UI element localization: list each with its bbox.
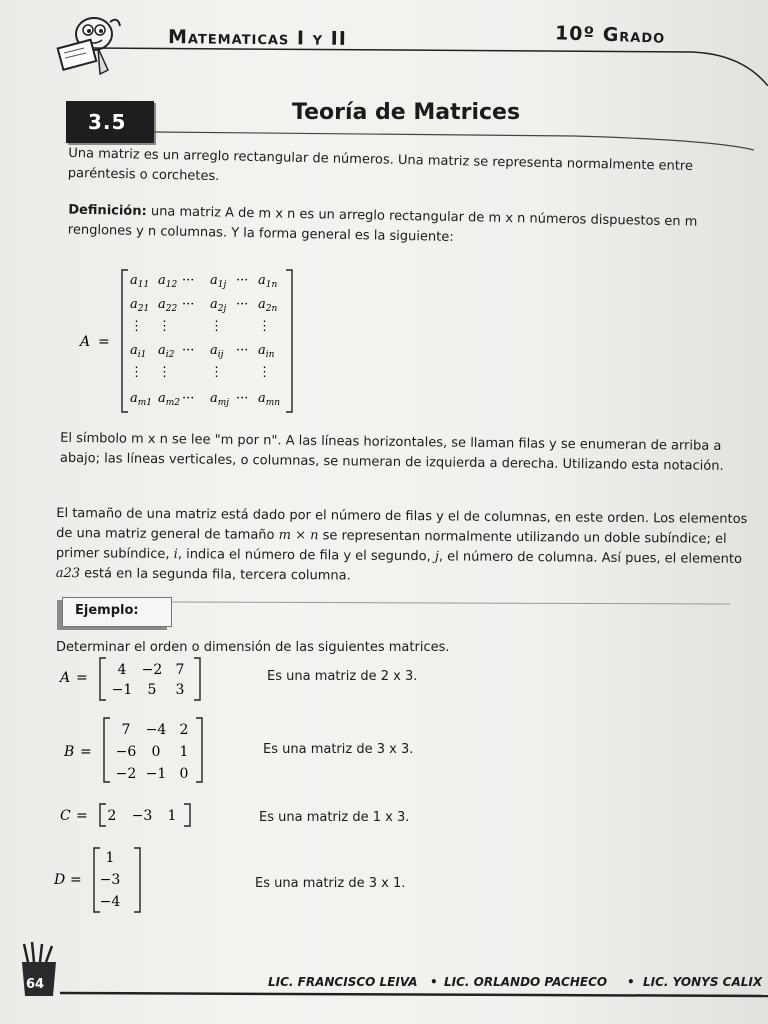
matrix-cell: 1 xyxy=(167,808,177,824)
general-matrix-cell: ⋮ xyxy=(158,319,171,334)
matrix-cell: 1 xyxy=(105,850,115,866)
general-matrix-cell: $a_{11}$ xyxy=(130,273,150,290)
size-text-2: se representan normalmente utilizando un doble subíndice; el primer subíndice, xyxy=(55,528,727,562)
matrix-left-bracket xyxy=(104,718,110,782)
matrix-cell: −1 xyxy=(111,682,133,698)
matrix-cell: 0 xyxy=(179,766,189,782)
general-matrix-cell: $a_{2n}$ xyxy=(258,297,278,314)
size-mxn: m × n xyxy=(278,527,319,544)
size-paragraph xyxy=(56,504,753,590)
footer-author-2: LIC. ORLANDO PACHECO xyxy=(444,975,608,989)
size-i: i xyxy=(173,546,178,563)
general-matrix-cell: ⋮ xyxy=(130,319,143,334)
size-element: a23 xyxy=(55,565,81,582)
matrix-cell: −3 xyxy=(131,808,153,824)
general-matrix-cell: ··· xyxy=(236,297,249,312)
size-text-5: está en la segunda fila, tercera columna. xyxy=(79,566,351,584)
size-j: j xyxy=(434,549,440,565)
general-matrix-equals: = xyxy=(98,334,110,350)
matrix-equals: = xyxy=(80,744,92,760)
general-matrix-cell: ··· xyxy=(182,297,195,312)
matrix-left-bracket xyxy=(100,804,106,826)
general-matrix-cell: $a_{i2}$ xyxy=(158,343,175,360)
general-matrix-cell: $a_{m2}$ xyxy=(158,391,181,408)
matrix-left-bracket xyxy=(100,658,106,700)
general-matrix-cell: $a_{2j}$ xyxy=(210,297,227,314)
intro-paragraph: Una matriz es un arreglo rectangular de números. Una matriz se representa normalmente entre paréntesis o corchetes. xyxy=(67,145,694,185)
matrix-cell: −2 xyxy=(141,662,163,678)
symbol-paragraph: El símbolo m x n se lee "m por n". A las líneas horizontales, se llaman filas y se enumeran de arriba a abajo; las líneas verticales, o columnas, se numeran de izquierda a derecha. Utilizando esta notación. xyxy=(59,430,724,474)
general-matrix-cell: ··· xyxy=(182,391,195,406)
matrix-equals: = xyxy=(70,872,82,888)
general-matrix-cell: $a_{1j}$ xyxy=(210,273,227,290)
general-matrix-cell: $a_{22}$ xyxy=(158,297,178,314)
matrix-cell: −1 xyxy=(145,766,167,782)
matrix-cell: 4 xyxy=(117,662,127,678)
example-matrix-b-description: Es una matriz de 3 x 3. xyxy=(263,742,414,757)
size-text-1: El tamaño de una matriz está dado por el número de filas y el de columnas, en este orden. Los elementos de una matriz general de tamaño xyxy=(56,505,748,543)
matrix-cell: 0 xyxy=(151,744,161,760)
size-text-3: , indica el número de fila y el segundo, xyxy=(177,547,435,565)
footer-rule xyxy=(60,990,768,1000)
general-matrix-cell: $a_{m1}$ xyxy=(130,391,153,408)
header-rule xyxy=(92,46,768,86)
example-matrix-c xyxy=(56,802,216,828)
matrix-cell: 1 xyxy=(179,744,189,760)
header-title: Matematicas I y II xyxy=(167,26,347,50)
definition-label: Definición: xyxy=(68,202,147,220)
size-text-4: , el número de columna. Así pues, el elemento xyxy=(438,549,743,567)
matrix-cell: 7 xyxy=(121,722,131,738)
general-matrix-cell: $a_{in}$ xyxy=(258,343,275,360)
general-matrix-left-bracket xyxy=(122,270,128,412)
example-matrix-a xyxy=(56,656,216,702)
matrix-right-bracket xyxy=(194,658,200,700)
example-prompt: Determinar el orden o dimensión de las siguientes matrices. xyxy=(56,640,450,655)
section-number: 3.5 xyxy=(88,110,127,134)
footer-separator-1: • xyxy=(430,975,438,989)
general-matrix-cell: $a_{1n}$ xyxy=(258,273,278,290)
page-number: 64 xyxy=(26,977,45,992)
general-matrix-cell: $a_{21}$ xyxy=(130,297,150,314)
matrix-equals: = xyxy=(76,808,88,824)
matrix-name: B xyxy=(64,744,75,760)
general-matrix xyxy=(78,262,308,422)
general-matrix-cell: ··· xyxy=(182,273,195,288)
example-matrix-d xyxy=(50,846,160,914)
matrix-name: D xyxy=(54,872,66,888)
general-matrix-cell: ⋮ xyxy=(258,319,271,334)
example-label: Ejemplo: xyxy=(75,603,139,618)
general-matrix-cell: $a_{mj}$ xyxy=(210,391,230,408)
general-matrix-cell: ⋮ xyxy=(158,365,171,380)
matrix-cell: −6 xyxy=(115,744,137,760)
matrix-name: C xyxy=(60,808,71,824)
general-matrix-cell: $a_{i1}$ xyxy=(130,343,147,360)
matrix-cell: −3 xyxy=(99,872,121,888)
matrix-cell: 2 xyxy=(107,808,117,824)
general-matrix-cell: ⋮ xyxy=(258,365,271,380)
general-matrix-cell: ··· xyxy=(236,343,249,358)
matrix-equals: = xyxy=(76,670,88,686)
general-matrix-cell: ··· xyxy=(236,391,249,406)
matrix-cell: −2 xyxy=(115,766,137,782)
general-matrix-cell: ··· xyxy=(182,343,195,358)
matrix-cell: 2 xyxy=(179,722,189,738)
general-matrix-cell: ⋮ xyxy=(210,319,223,334)
matrix-cell: −4 xyxy=(99,894,121,910)
general-matrix-cell: ⋮ xyxy=(210,365,223,380)
footer-separator-2: • xyxy=(627,975,635,989)
general-matrix-cell: $a_{ij}$ xyxy=(210,343,224,360)
footer-author-1: LIC. FRANCISCO LEIVA xyxy=(268,975,418,989)
section-title: Teoría de Matrices xyxy=(292,100,521,125)
matrix-cell: 7 xyxy=(175,662,185,678)
definition-text: una matriz A de m x n es un arreglo rectangular de m x n números dispuestos en m renglones y n columnas. Y la forma general es la siguiente: xyxy=(67,204,698,245)
matrix-right-bracket xyxy=(196,718,202,782)
matrix-name: A xyxy=(60,670,71,686)
example-matrix-a-description: Es una matriz de 2 x 3. xyxy=(267,669,418,684)
general-matrix-cell: $a_{mn}$ xyxy=(258,391,281,408)
matrix-cell: 3 xyxy=(175,682,185,698)
example-matrix-c-description: Es una matriz de 1 x 3. xyxy=(259,810,410,825)
header-grade: 10º Grado xyxy=(554,22,666,48)
general-matrix-cell: $a_{12}$ xyxy=(158,273,178,290)
matrix-cell: 5 xyxy=(147,682,157,698)
general-matrix-cell: ⋮ xyxy=(130,365,143,380)
definition-paragraph xyxy=(68,201,741,254)
general-matrix-cell: ··· xyxy=(236,273,249,288)
general-matrix-name: A xyxy=(80,334,91,350)
matrix-cell: −4 xyxy=(145,722,167,738)
footer-author-3: LIC. YONYS CALIX xyxy=(643,975,763,989)
matrix-right-bracket xyxy=(184,804,190,826)
general-matrix-right-bracket xyxy=(286,270,292,412)
matrix-right-bracket xyxy=(134,848,140,912)
example-rule xyxy=(170,600,730,620)
example-matrix-d-description: Es una matriz de 3 x 1. xyxy=(255,876,406,891)
example-matrix-b xyxy=(60,716,220,784)
